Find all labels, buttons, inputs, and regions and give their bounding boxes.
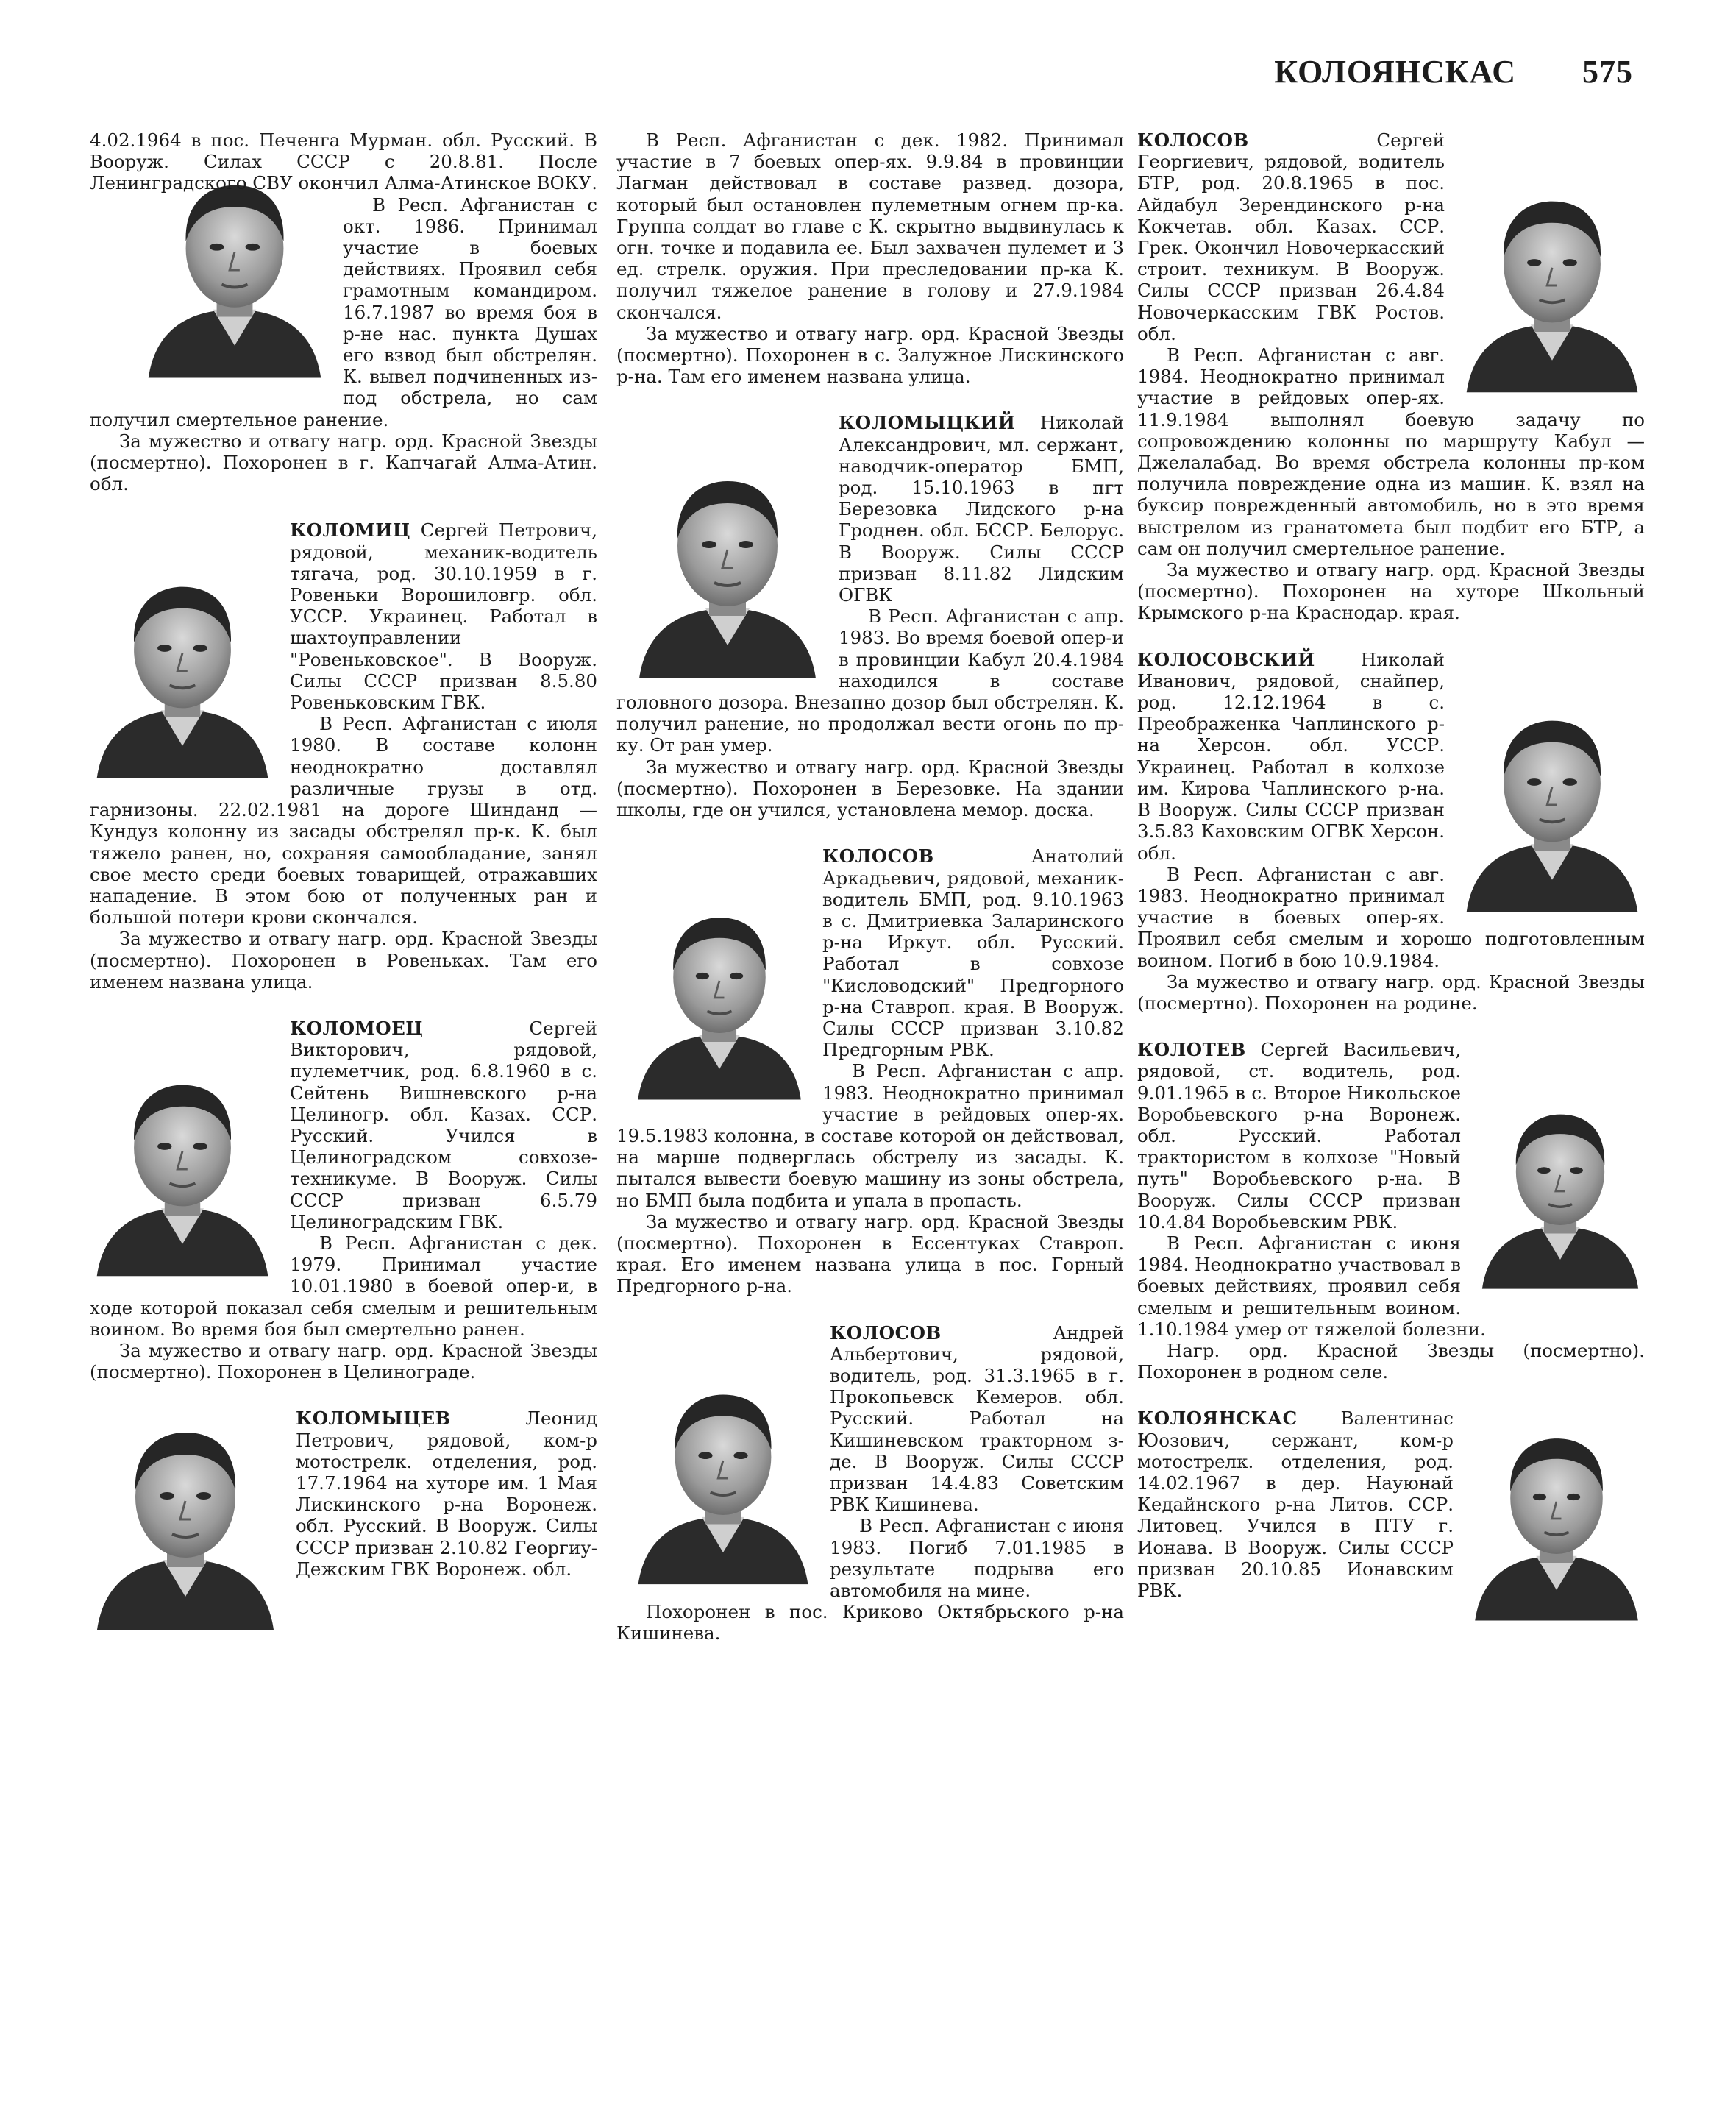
entry-kolosov-anatoliy [616,845,1124,1296]
portrait-photo-icon [90,1409,281,1630]
entry-body: Сергей Георгиевич, рядовой, водитель БТР, род. 20.8.1965 в пос. Айдабул Зерендинского р-на Кокчетав. обл. Казах. ССР. Грек. Окончил Новочеркасский строит. техникум. В Вооруж. Силы СССР призван 26.4.84 Новочеркасским ГВК Ростов. обл. [1137,129,1445,344]
entry-kolomytsev [90,1408,597,1580]
column-middle [616,129,1124,1669]
portrait-photo-icon [90,561,275,781]
entry-body: Анатолий Аркадьевич, рядовой, механик-водитель БМП, род. 9.10.1963 в с. Дмитриевка Заларинского р-на Иркут. обл. Русский. Работал в совхозе "Кисловодский" Предгорного р-на Ставроп. края. В Вооруж. Силы СССР призван 3.10.82 Предгорным РВК. [822,845,1124,1061]
entry-surname: КОЛОМИЦ [290,519,411,542]
entry-body: Николай Александрович, мл. сержант, наводчик-оператор БМП, род. 15.10.1963 в пгт Березовка Лидского р-на Гроднен. обл. БССР. Белорус. В Вооруж. Силы СССР призван 8.11.82 Лидским ОГВК [839,412,1124,606]
entry-paragraph: В Респ. Афганистан с апр. 1983. Во время боевой опер-и в провинции Кабул 20.4.1984 находился в составе головного дозора. Внезапно дозор был обстрелян. К. получил ранение, но продолжал вести огонь по пр-ку. От ран умер. [616,606,1124,756]
entry-paragraph: Похоронен в пос. Криково Октябрьского р-на Кишинева. [616,1601,1124,1644]
entry-paragraph: За мужество и отвагу нагр. орд. Красной Звезды (посмертно). Похоронен на родине. [1137,970,1645,1014]
entry-paragraph: В Респ. Афганистан с дек. 1979. Принимал участие 10.01.1980 в боевой опер-и, в ходе которой показал себя смелым и решительным воином. Во время боя был смертельно ранен. [90,1232,597,1340]
entry-surname: КОЛОСОВ [822,845,934,867]
entry-kolomoets [90,1018,597,1383]
portrait-photo-icon [1468,1412,1645,1625]
entry-surname: КОЛОСОВ [1137,129,1249,151]
portrait-photo-icon [631,891,808,1104]
entry-kolomiyets-continued [90,129,597,494]
entry-surname: КОЛОМОЕЦ [290,1017,424,1039]
entry-surname: КОЛОСОВСКИЙ [1137,648,1315,670]
entry-body: Андрей Альбертович, рядовой, водитель, род. 31.3.1965 в г. Прокопьевск Кемеров. обл. Русский. Работал на Кишиневском тракторном з-де. В Вооруж. Силы СССР призван 14.4.83 Советским РВК Кишинева. [830,1321,1124,1516]
entry-surname: КОЛОСОВ [830,1321,942,1344]
entry-paragraph: В Респ. Афганистан с окт. 1986. Принимал участие в боевых действиях. Проявил себя грамотным командиром. 16.7.1987 во время боя в р-не нас. пункта Душах его взвод был обстрелян. К. вывел подчиненных из-под обстрела, но сам получил смертельное ранение. [90,194,597,430]
entry-paragraph: В Респ. Афганистан с июля 1980. В составе колонн неоднократно доставлял различные грузы в отд. гарнизоны. 22.02.1981 на дороге Шинданд — Кундуз колонну из засады обстрелял пр-к. К. был тяжело ранен, но, сохраняя самообладание, занял свое место среди боевых товарищей, отражавших нападение. В этом бою от полученных ран и большой потери крови скончался. [90,713,597,929]
entry-body: Николай Иванович, рядовой, снайпер, род. 12.12.1964 в с. Преображенка Чаплинского р-на Херсон. обл. УССР. Украинец. Работал в колхозе им. Кирова Чаплинского р-на. В Вооруж. Силы СССР призван 3.5.83 Каховским ОГВК Херсон. обл. [1137,648,1445,864]
entry-kolosov-sergey [1137,129,1645,624]
entry-paragraph: За мужество и отвагу нагр. орд. Красной Звезды (посмертно). Похоронен в с. Залужное Лискинского р-на. Там его именем названа улица. [616,322,1124,388]
entry-paragraph: За мужество и отвагу нагр. орд. Красной Звезды (посмертно). Похоронен в Березовке. На здании школы, где он учился, установлена мемор. доска. [616,756,1124,821]
column-left [90,129,597,1634]
entry-paragraph: В Респ. Афганистан с июня 1984. Неоднократно участвовал в боевых действиях, проявил себя смелым и решительным воином. 1.10.1984 умер от тяжелой болезни. [1137,1232,1486,1340]
running-head-title: КОЛОЯНСКАС [1274,54,1516,90]
entry-body: Сергей Викторович, рядовой, пулеметчик, род. 6.8.1960 в с. Сейтень Вишневского р-на Целиногр. обл. Казах. ССР. Русский. Учился в Целиноградском совхозе-техникуме. В Вооруж. Силы СССР призван 6.5.79 Целиноградским ГВК. [290,1017,597,1232]
entry-paragraph: За мужество и отвагу нагр. орд. Красной Звезды (посмертно). Похоронен в Ровеньках. Там его именем названа улица. [90,928,597,993]
portrait-photo-icon [631,458,824,678]
entry-surname: КОЛОТЕВ [1137,1039,1246,1061]
entry-paragraph: В Респ. Афганистан с апр. 1983. Неоднократно принимал участие в рейдовых опер-ях. 19.5.1983 колонна, в составе которой он действовал, на марше подверглась обстрелу из засады. К. пытался вывести боевую машину из зоны обстрела, но БМП была подбита и упала в пропасть. [616,1060,1124,1211]
portrait-photo-icon [1476,1085,1645,1298]
portrait-photo-icon [1459,695,1645,915]
entry-kolosovskiy [1137,649,1645,1014]
entry-kolosov-andrey [616,1322,1124,1644]
entry-kolomytsev-continued [616,129,1124,387]
entry-body: Сергей Васильевич, рядовой, ст. водитель, род. 9.01.1965 в с. Второе Никольское Воробьевского р-на Воронеж. обл. Русский. Работал трактористом в колхозе "Новый путь" Воробьевского р-на. В Вооруж. Силы СССР призван 10.4.84 Воробьевским РВК. [1137,1039,1461,1232]
entry-paragraph: В Респ. Афганистан с июня 1983. Погиб 7.01.1985 в результате подрыва его автомобиля на мине. [830,1515,1124,1601]
entry-kolotev [1137,1039,1645,1383]
entry-paragraph: Нагр. орд. Красной Звезды (посмертно). Похоронен в родном селе. [1137,1339,1645,1383]
page-number: 575 [1582,54,1633,90]
entry-koloyanskas [1137,1408,1645,1601]
entry-kolomits [90,519,597,992]
entry-paragraph: В Респ. Афганистан с авг. 1984. Неоднократно принимал участие в рейдовых опер-ях. 11.9.1984 выполнял боевую задачу по сопровождению колонны по маршруту Кабул — Джелалабад. Во время обстрела колонны пр-ком получила повреждение одна из машин. К. взял на буксир поврежденный автомобиль, но в это время выстрелом из гранатомета был подбит его БТР, а сам он получил смертельное ранение. [1137,344,1645,559]
entry-paragraph: За мужество и отвагу нагр. орд. Красной Звезды (посмертно). Похоронен на хуторе Школьный Крымского р-на Краснодар. края. [1137,559,1645,624]
entry-body: Сергей Петрович, рядовой, механик-водитель тягача, род. 30.10.1959 в г. Ровеньки Ворошиловгр. обл. УССР. Украинец. Работал в шахтоуправлении "Ровеньковское". В Вооруж. Силы СССР призван 8.5.80 Ровеньковским ГВК. [290,519,597,714]
entry-surname: КОЛОМЫЦЕВ [296,1408,451,1430]
entry-surname: КОЛОМЫЦКИЙ [839,412,1016,434]
entry-body: Валентинас Юозович, сержант, ком-р мотострелк. отделения, род. 14.02.1967 в дер. Науюнай Кедайнского р-на Литов. ССР. Литовец. Учился в ПТУ г. Ионава. В Вооруж. Силы СССР призван 20.10.85 Ионавским РВК. [1137,1408,1454,1601]
portrait-photo-icon [1459,175,1645,396]
column-right [1137,129,1645,1630]
entry-paragraph: В Респ. Афганистан с авг. 1983. Неоднократно принимал участие в боевых опер-ях. Проявил себя смелым и хорошо подготовленным воином. Погиб в бою 10.9.1984. [1137,863,1645,971]
entry-paragraph: В Респ. Афганистан с дек. 1982. Принимал участие в 7 боевых опер-ях. 9.9.84 в провинции Лагман действовал в составе развед. дозора, который был остановлен пулеметным огнем пр-ка. Группа солдат во главе с К. скрытно выдвинулась к огн. точке и подавила ее. Был захвачен пулемет и 3 ед. стрелк. оружия. При преследовании пр-ка К. получил тяжелое ранение в голову и 27.9.1984 скончался. [616,129,1124,323]
entry-kolomytskiy [616,412,1124,820]
entry-surname: КОЛОЯНСКАС [1137,1408,1298,1430]
entry-paragraph: За мужество и отвагу нагр. орд. Красной Звезды (посмертно). Похоронен в Целинограде. [90,1339,597,1383]
running-header [1274,53,1633,91]
portrait-photo-icon [631,1368,815,1589]
entry-paragraph: За мужество и отвагу нагр. орд. Красной Звезды (посмертно). Похоронен в г. Капчагай Алма-Атин. обл. [90,430,597,495]
entry-paragraph: За мужество и отвагу нагр. орд. Красной Звезды (посмертно). Похоронен в Ессентуках Ставроп. края. Его именем названа улица в пос. Горный Предгорного р-на. [616,1210,1124,1297]
entry-body: Леонид Петрович, рядовой, ком-р мотострелк. отделения, род. 17.7.1964 на хуторе им. 1 Мая Лискинского р-на Воронеж. обл. Русский. В Вооруж. Силы СССР призван 2.10.82 Георгиу-Дежским ГВК Воронеж. обл. [296,1408,597,1580]
entry-paragraph: 4.02.1964 в пос. Печенга Мурман. обл. Русский. В Вооруж. Силах СССР с 20.8.81. После Ленинградского СВУ окончил Алма-Атинское ВОКУ. [90,129,598,194]
portrait-photo-icon [90,1059,275,1280]
